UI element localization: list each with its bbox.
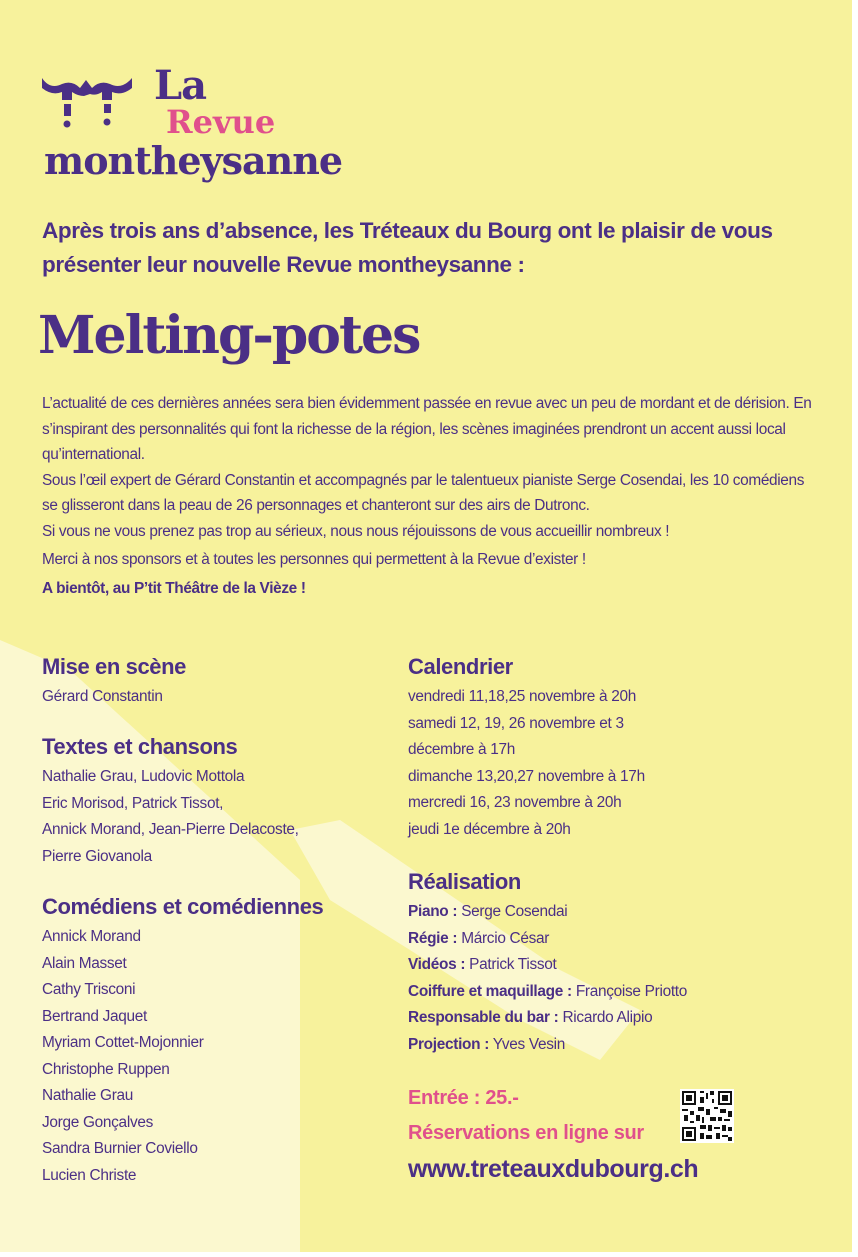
logo: [40, 62, 370, 196]
calendar-line: samedi 12, 19, 26 novembre et 3: [408, 714, 624, 732]
credit-value: Ricardo Alipio: [562, 1009, 653, 1026]
credit-value: Françoise Priotto: [575, 982, 688, 1000]
realisation-heading: Réalisation: [408, 869, 521, 894]
credit-label: Coiffure et maquillage :: [408, 982, 572, 1000]
reservations-text: Réservations en ligne sur: [408, 1122, 644, 1144]
textes-heading: Textes et chansons: [42, 734, 238, 759]
comediens-section: [42, 894, 323, 1189]
textes-line: Annick Morand, Jean-Pierre Delacoste,: [42, 821, 299, 838]
description-paragraph-3: Si vous ne vous prenez pas trop au sérieux, nous nous réjouissons de vous accueillir nombreux !: [42, 522, 670, 540]
cast-member: Bertrand Jaquet: [42, 1007, 148, 1025]
description-paragraph-1: L’actualité de ces dernières années sera bien évidemment passée en revue avec un peu de mordant et de dérision. En s’inspirant des personnalités qui font la richesse de la région, les scènes imaginées prendront un accent aussi local qu’international.: [42, 395, 812, 463]
logo-revue: Revue: [166, 103, 276, 141]
textes-line: Nathalie Grau, Ludovic Mottola: [42, 768, 245, 785]
director-name: Gérard Constantin: [42, 688, 163, 705]
credit-value: Márcio César: [461, 929, 550, 947]
cast-member: Sandra Burnier Coviello: [42, 1140, 198, 1157]
credit-value: Serge Cosendai: [461, 903, 568, 920]
calendar-line: mercredi 16, 23 novembre à 20h: [408, 794, 622, 811]
textes-section: [42, 734, 299, 870]
cast-member: Annick Morand: [42, 928, 141, 945]
calendar-line: jeudi 1e décembre à 20h: [408, 820, 571, 838]
qr-code-icon[interactable]: [680, 1089, 734, 1143]
credit-row: [408, 1032, 687, 1059]
calendar-line: dimanche 13,20,27 novembre à 17h: [408, 767, 645, 785]
mise-en-scene-heading: Mise en scène: [42, 654, 186, 679]
logo-mask-icon: [40, 74, 140, 134]
credit-label: Piano :: [408, 903, 458, 920]
comediens-heading: Comédiens et comédiennes: [42, 894, 324, 919]
cast-member: Myriam Cottet-Mojonnier: [42, 1034, 204, 1051]
cast-member: Jorge Gonçalves: [42, 1113, 153, 1131]
entry-price: Entrée : 25.-: [408, 1087, 519, 1109]
credit-row: [408, 979, 687, 1006]
cast-member: Nathalie Grau: [42, 1087, 134, 1104]
farewell-paragraph: A bientôt, au P’tit Théâtre de la Vièze !: [42, 579, 306, 597]
intro-text: Après trois ans d’absence, les Tréteaux du Bourg ont le plaisir de vous présenter leur nouvelle Revue montheysanne :: [42, 218, 773, 277]
mise-en-scene-section: [42, 654, 186, 711]
credit-row: [408, 1005, 687, 1032]
website-link[interactable]: www.treteauxdubourg.ch: [408, 1155, 699, 1183]
cast-member: Lucien Christe: [42, 1166, 137, 1184]
credit-label: Responsable du bar :: [408, 1009, 559, 1026]
cast-member: Alain Masset: [42, 954, 127, 972]
calendar-line: vendredi 11,18,25 novembre à 20h: [408, 688, 636, 705]
calendar-line: décembre à 17h: [408, 741, 516, 758]
textes-line: Eric Morisod, Patrick Tissot,: [42, 794, 224, 812]
cast-member: Christophe Ruppen: [42, 1060, 170, 1078]
description-paragraph-2: Sous l’œil expert de Gérard Constantin et accompagnés par le talentueux pianiste Serge Cosendai, les 10 comédiens se glisseront dans la peau de 26 personnages et chanteront sur des airs de Dutronc.: [42, 471, 805, 514]
logo-la: La: [154, 62, 207, 109]
credit-value: Yves Vesin: [492, 1035, 566, 1053]
credit-label: Régie :: [408, 929, 458, 947]
textes-line: Pierre Giovanola: [42, 847, 152, 865]
thanks-paragraph: Merci à nos sponsors et à toutes les personnes qui permettent à la Revue d’exister !: [42, 551, 586, 568]
credit-label: Projection :: [408, 1035, 490, 1053]
credit-row: [408, 926, 687, 953]
credit-value: Patrick Tissot: [469, 956, 557, 973]
logo-montheysanne: montheysanne: [44, 138, 343, 183]
credit-row: [408, 952, 687, 979]
show-title: Melting-potes: [38, 305, 420, 366]
realisation-section: [408, 869, 687, 1058]
cast-member: Cathy Trisconi: [42, 981, 136, 998]
calendrier-section: [408, 654, 645, 843]
credit-label: Vidéos :: [408, 956, 466, 973]
description: [42, 391, 822, 601]
calendrier-heading: Calendrier: [408, 654, 513, 679]
credit-row: [408, 899, 687, 926]
